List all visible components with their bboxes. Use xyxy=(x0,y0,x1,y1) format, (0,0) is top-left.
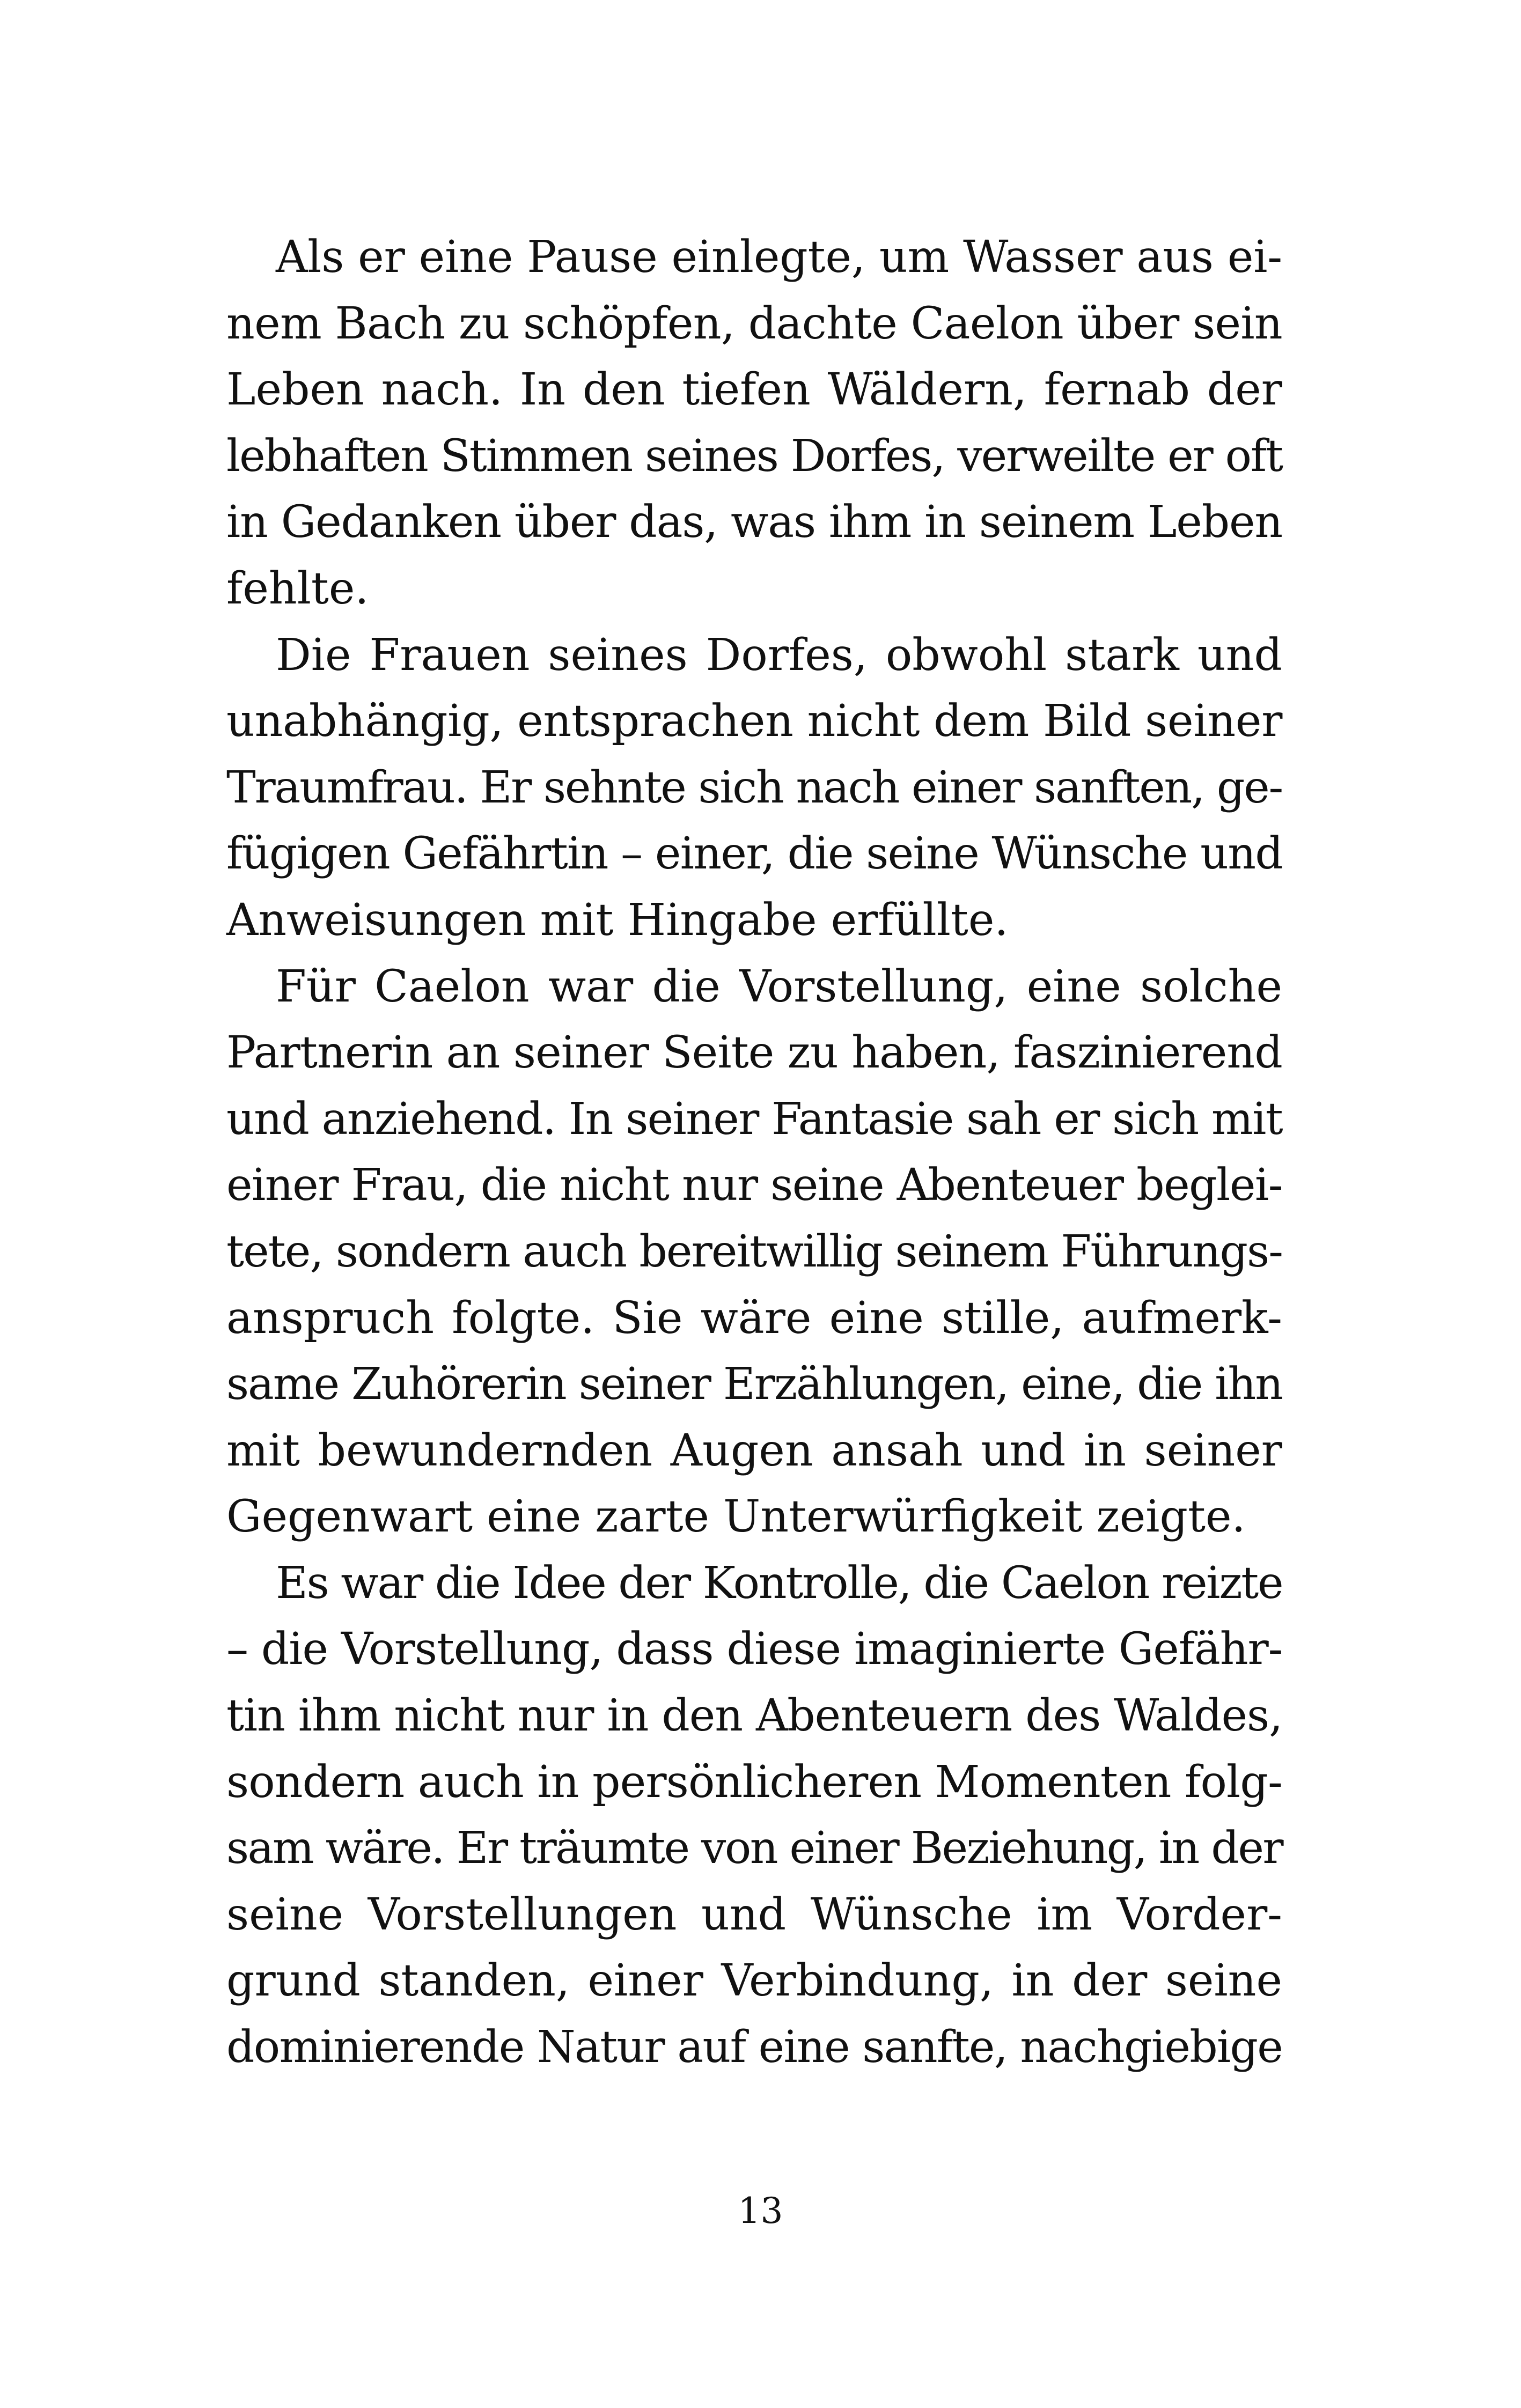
text-line: seine Vorstellungen und Wünsche im Vorder- xyxy=(226,1889,1282,1940)
text-line: fehlte. xyxy=(226,563,369,614)
body-text xyxy=(226,224,1282,2081)
text-line: – die Vorstellung, dass diese imaginierte Gefähr- xyxy=(226,1624,1283,1675)
text-line: Als er eine Pause einlegte, um Wasser aus ei- xyxy=(276,232,1282,283)
text-line: grund standen, einer Verbindung, in der seine xyxy=(226,1955,1282,2007)
text-line: Für Caelon war die Vorstellung, eine solche xyxy=(276,961,1282,1012)
text-line: mit bewundernden Augen ansah und in seiner xyxy=(226,1425,1282,1476)
text-line: Leben nach. In den tiefen Wäldern, fernab der xyxy=(226,364,1282,416)
text-line: dominierende Natur auf eine sanfte, nachgiebige xyxy=(226,2022,1283,2073)
text-line: unabhängig, entsprachen nicht dem Bild seiner xyxy=(226,696,1283,747)
text-line: und anziehend. In seiner Fantasie sah er sich mit xyxy=(226,1093,1282,1145)
text-line: tete, sondern auch bereitwillig seinem Führungs- xyxy=(226,1226,1283,1277)
text-line: in Gedanken über das, was ihm in seinem Leben xyxy=(226,497,1283,548)
page-number: 13 xyxy=(738,2190,783,2232)
text-line: sam wäre. Er träumte von einer Beziehung, in der xyxy=(226,1823,1283,1874)
text-line: Partnerin an seiner Seite zu haben, faszinierend xyxy=(226,1027,1282,1079)
text-line: Es war die Idee der Kontrolle, die Caelon reizte xyxy=(276,1557,1283,1609)
text-line: Traumfrau. Er sehnte sich nach einer sanften, ge- xyxy=(226,762,1282,813)
text-line: Die Frauen seines Dorfes, obwohl stark und xyxy=(276,629,1282,681)
text-line: sondern auch in persönlicheren Momenten folg- xyxy=(226,1756,1282,1808)
text-line: einer Frau, die nicht nur seine Abenteuer beglei- xyxy=(226,1160,1282,1211)
text-line: lebhaften Stimmen seines Dorfes, verweilte er oft xyxy=(226,430,1282,482)
text-line: tin ihm nicht nur in den Abenteuern des Waldes, xyxy=(226,1690,1283,1742)
text-line: fügigen Gefährtin – einer, die seine Wünsche und xyxy=(226,828,1283,880)
text-line: anspruch folgte. Sie wäre eine stille, aufmerk- xyxy=(226,1292,1282,1344)
text-line: same Zuhörerin seiner Erzählungen, eine, die ihn xyxy=(226,1359,1282,1410)
text-line: Anweisungen mit Hingabe erfüllte. xyxy=(226,894,1009,946)
text-line: nem Bach zu schöpfen, dachte Caelon über sein xyxy=(226,298,1282,349)
text-line: Gegenwart eine zarte Unterwürfigkeit zeigte. xyxy=(226,1491,1246,1543)
